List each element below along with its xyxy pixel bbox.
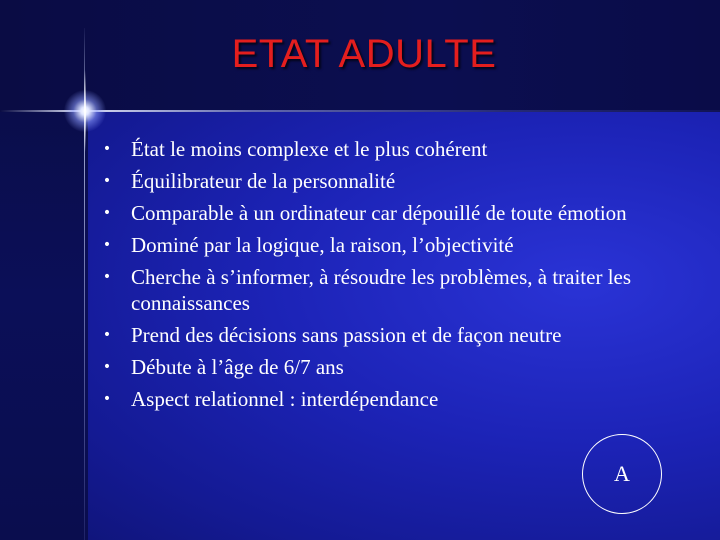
bullet-text: Aspect relationnel : interdépendance <box>131 387 439 411</box>
bullet-text: Comparable à un ordinateur car dépouillé de toute émotion <box>131 201 627 225</box>
bullet-item <box>100 168 710 194</box>
bullet-icon: • <box>102 141 112 157</box>
bullet-icon: • <box>102 391 112 407</box>
bullet-item <box>100 354 710 380</box>
bullet-item <box>100 322 710 348</box>
bullet-item <box>100 264 710 316</box>
bullet-list <box>100 136 710 418</box>
bullet-icon: • <box>102 205 112 221</box>
bullet-text: État le moins complexe et le plus cohérent <box>131 137 488 161</box>
horizontal-accent-line <box>0 110 720 112</box>
bullet-text: Dominé par la logique, la raison, l’objectivité <box>131 233 514 257</box>
bullet-item <box>100 200 710 226</box>
light-flare-ray <box>84 70 86 152</box>
bullet-icon: • <box>102 173 112 189</box>
bullet-icon: • <box>102 359 112 375</box>
bullet-item <box>100 232 710 258</box>
bullet-icon: • <box>102 269 112 285</box>
bullet-icon: • <box>102 327 112 343</box>
bullet-item <box>100 386 710 412</box>
bullet-text: Prend des décisions sans passion et de façon neutre <box>131 323 562 347</box>
slide-title: ETAT ADULTE <box>231 32 497 76</box>
bullet-icon: • <box>102 237 112 253</box>
bullet-item <box>100 136 710 162</box>
badge-label: A <box>614 461 630 486</box>
adult-state-badge <box>582 434 662 514</box>
bullet-text: Débute à l’âge de 6/7 ans <box>131 355 344 379</box>
bullet-text: Équilibrateur de la personnalité <box>131 169 396 193</box>
bullet-text: Cherche à s’informer, à résoudre les problèmes, à traiter les connaissances <box>131 265 632 315</box>
